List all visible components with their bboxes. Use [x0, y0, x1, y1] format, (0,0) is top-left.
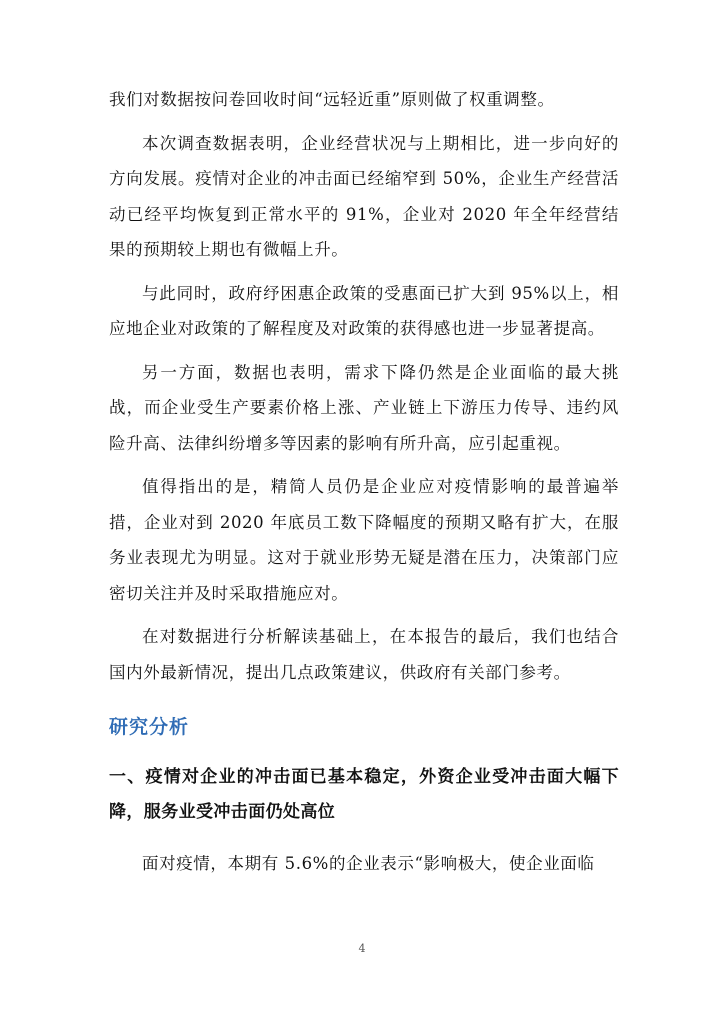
- page-number: 4: [358, 942, 366, 955]
- section-heading: 研究分析: [109, 716, 190, 738]
- body-paragraph: 值得指出的是，精简人员仍是企业应对疫情影响的最普遍举措，企业对到 2020 年底员工数下降幅度的预期又略有扩大，在服务业表现尤为明显。这对于就业形势无疑是潜在压力，决策部门应密切关注并及时采取措施应对。: [109, 477, 619, 603]
- body-paragraph: 我们对数据按问卷回收时间“远轻近重”原则做了权重调整。: [109, 90, 555, 109]
- document-body: [109, 82, 619, 890]
- body-paragraph: 面对疫情，本期有 5.6%的企业表示“影响极大，使企业面临: [142, 854, 595, 873]
- body-paragraph: 在对数据进行分析解读基础上，在本报告的最后，我们也结合国内外最新情况，提出几点政策建议，供政府有关部门参考。: [109, 627, 619, 682]
- body-paragraph: 另一方面，数据也表明，需求下降仍然是企业面临的最大挑战，而企业受生产要素价格上涨、产业链上下游压力传导、违约风险升高、法律纠纷增多等因素的影响有所升高，应引起重视。: [109, 362, 619, 453]
- body-paragraph: 与此同时，政府纾困惠企政策的受惠面已扩大到 95%以上，相应地企业对政策的了解程度及对政策的获得感也进一步显著提高。: [109, 283, 619, 338]
- sub-heading: 一、疫情对企业的冲击面已基本稳定，外资企业受冲击面大幅下降，服务业受冲击面仍处高位: [109, 767, 619, 822]
- body-paragraph: 本次调查数据表明，企业经营状况与上期相比，进一步向好的方向发展。疫情对企业的冲击面已经缩窄到 50%，企业生产经营活动已经平均恢复到正常水平的 91%，企业对 2020 年全年经营结果的预期较上期也有微幅上升。: [109, 133, 619, 259]
